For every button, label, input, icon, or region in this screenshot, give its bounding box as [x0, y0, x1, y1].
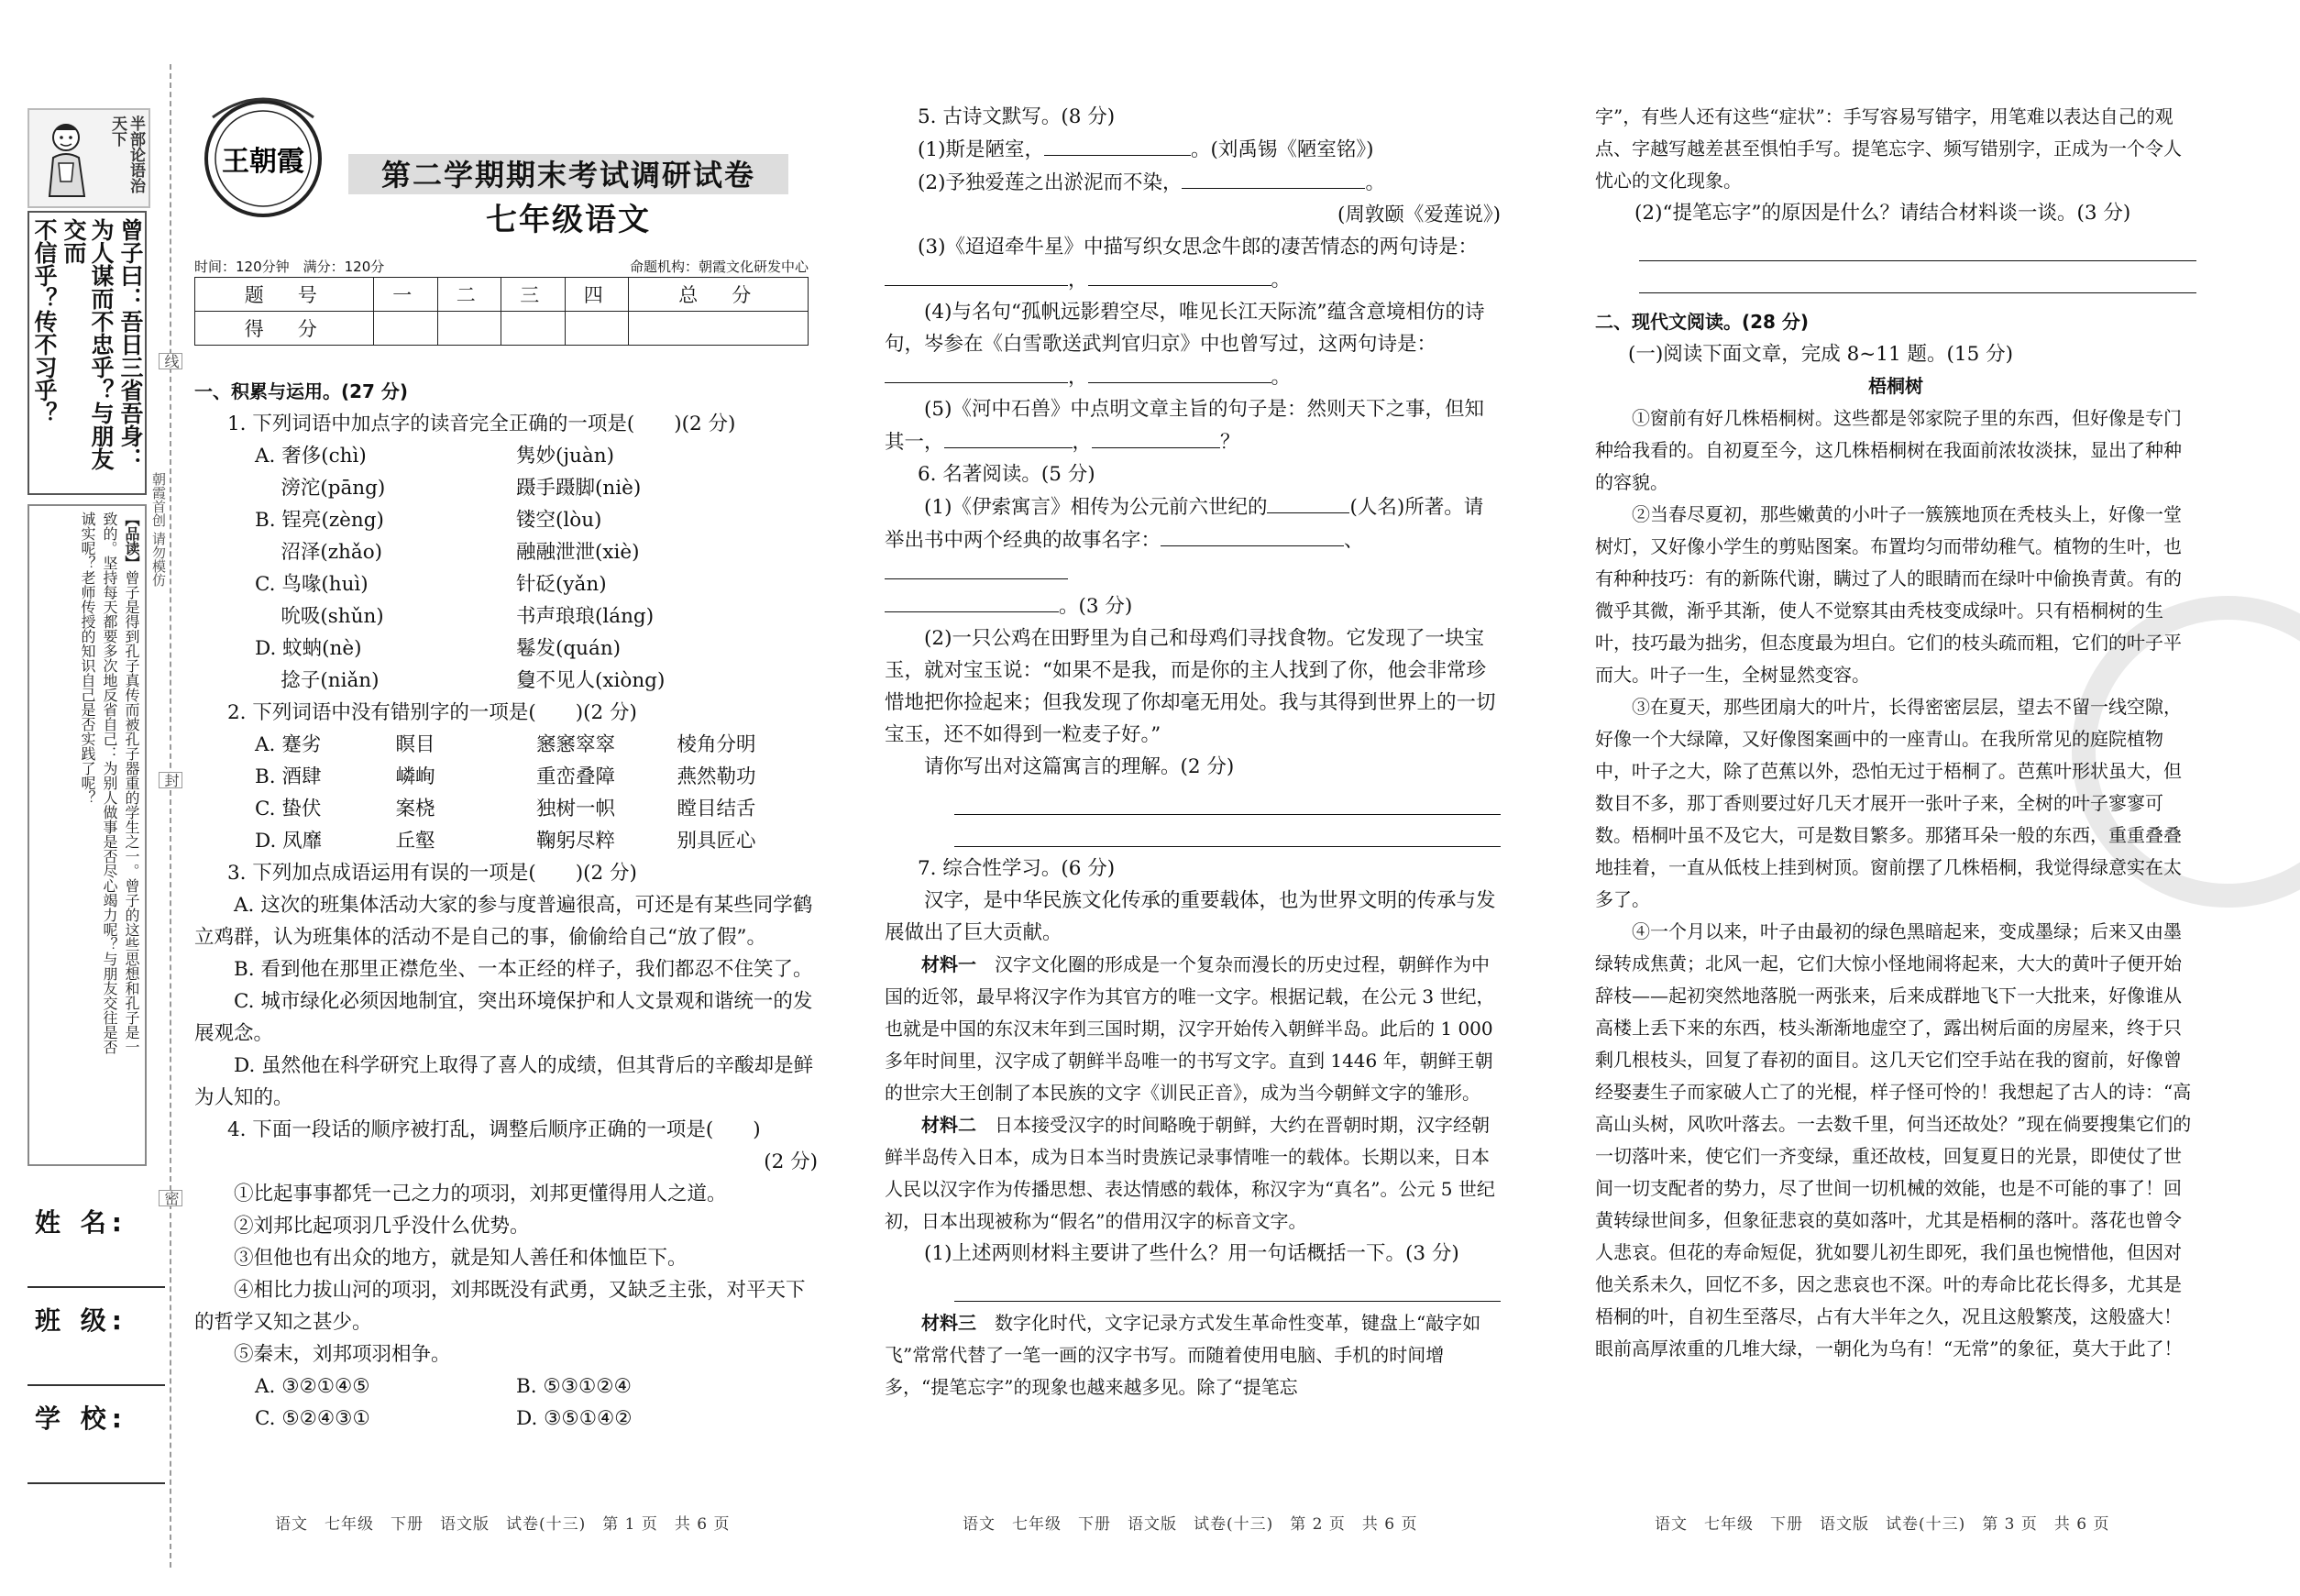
answer-blank[interactable] [1044, 133, 1191, 156]
q1-option: 镂空(lòu) [516, 509, 602, 532]
binding-note [149, 472, 169, 587]
binding-label-secret: 密 [159, 1190, 182, 1206]
name-label: 姓 名: [35, 1207, 127, 1238]
sidebar-head-title: 半部论语治天下 [108, 116, 145, 193]
q2-option: B. 酒肆 [255, 765, 322, 788]
score-cell: 得 分 [195, 312, 374, 346]
q4-option-row [194, 1370, 818, 1403]
q1-option: B. 锃亮(zèng) [255, 509, 384, 532]
q4-item: ③但他也有出众的地方，就是知人善任和体恤臣下。 [234, 1247, 688, 1270]
q2-option-row [194, 793, 818, 825]
score-table [194, 277, 809, 346]
score-input[interactable] [629, 312, 809, 346]
q1-option: 隽妙(juàn) [516, 445, 614, 468]
q2-option: 窸窸窣窣 [536, 733, 616, 756]
answer-blank[interactable] [1182, 166, 1365, 189]
q5-1-text: (1)斯是陋室， [918, 138, 1044, 161]
q2-option: 燕然勒功 [677, 765, 756, 788]
q2-option: 瞠目结舌 [677, 798, 756, 820]
q2-option: 棱角分明 [677, 733, 756, 756]
score-header-row [195, 278, 809, 312]
student-info [28, 1190, 165, 1484]
page-footer: 语文 七年级 下册 语文版 试卷(十三) 第 2 页 共 6 页 [963, 1515, 1418, 1534]
q1-option-row [194, 536, 818, 568]
material-2 [885, 1109, 1501, 1238]
q5-2-text: (2)予独爱莲之出淤泥而不染， [918, 171, 1183, 194]
q6-1: (1)《伊索寓言》相传为公元前六世纪的 (人名)所著。请举出书中两个经典的故事名字： 、 [885, 490, 1501, 589]
score-cell: 三 [501, 278, 566, 312]
publisher-logo [194, 90, 332, 227]
score-input[interactable] [437, 312, 501, 346]
q1-option: 捻子(niǎn) [255, 669, 380, 692]
exam-title: 第二学期期末考试调研试卷 [380, 158, 755, 193]
exam-subtitle: 七年级语文 [486, 202, 651, 238]
essay-paragraph: ②当春尽夏初，那些嫩黄的小叶子一簇簇地顶在秃枝头上，好像一堂树灯，又好像小学生的剪贴图案。布置均匀而带幼稚气。植物的生叶，也有种种技巧：有的新陈代谢，瞒过了人的眼睛而在绿叶中偷换青黄。有的微乎其微，渐乎其渐，使人不觉察其由秃枝变成绿叶。只有梧桐树的生叶，技巧最为拙劣，但态度最为坦白。它们的枝头疏而粗，它们的叶子平而大。叶子一生，全树显然变容。 [1595, 503, 2182, 686]
scholar-figure-icon [37, 117, 101, 200]
q1-option: 蹑手蹑脚(niè) [516, 477, 642, 500]
q1-option: 吮吸(shǔn) [255, 605, 384, 628]
material-1 [885, 949, 1501, 1109]
q6-1-text2: (人名)所著。请举出书中两个经典的故事名字： [885, 496, 1484, 552]
answer-line[interactable] [954, 1270, 1501, 1302]
answer-line[interactable] [954, 815, 1501, 847]
score-cell: 四 [565, 278, 629, 312]
subsection-heading: (一)阅读下面文章，完成 8~11 题。(15 分) [1628, 343, 2013, 366]
question-6: 6. 名著阅读。(5 分) [918, 463, 1095, 486]
pindu-line: 诚实呢？老师传授的知识自己是否实践了呢？ [79, 512, 96, 805]
sidebar [28, 108, 147, 1520]
q1-option-row [194, 568, 818, 600]
score-input[interactable] [374, 312, 438, 346]
q1-option: 融融泄泄(xiè) [516, 541, 640, 564]
answer-blank[interactable] [1267, 490, 1349, 513]
q1-option-row [194, 633, 818, 665]
pindu-label: 【品读】 [123, 512, 140, 570]
material-2-text: 日本接受汉字的时间略晚于朝鲜，大约在晋朝时期，汉字经朝鲜半岛传入日本，成为日本当时贵族记录事情唯一的载体。长期以来，日本人民以汉字作为传播思想、表达情感的载体，称汉字为“真名”。公元 5 世纪初，日本出现被称为“假名”的借用汉字的标音文字。 [885, 1114, 1495, 1232]
q1-option: 鬈发(quán) [516, 637, 622, 660]
binding-label-seal: 封 [159, 772, 182, 788]
answer-blank[interactable] [944, 425, 1073, 448]
q2-option-row [194, 729, 818, 761]
logo-text: 王朝霞 [222, 146, 304, 178]
q2-option: 别具匠心 [677, 830, 756, 853]
essay-paragraph: ③在夏天，那些团扇大的叶片，长得密密层层，望去不留一线空隙，好像一个大绿障，又好像图案画中的一座青山。在我所常见的庭院植物中，叶子之大，除了芭蕉以外，恐怕无过于梧桐了。芭蕉叶形状虽大，但数目不多，那丁香则要过好几天才展开一张叶子来，全树的叶子寥寥可数。梧桐叶虽不及它大，可是数目繁多。那猪耳朵一般的东西，重重叠叠地挂着，一直从低枝上挂到树顶。窗前摆了几株梧桐，我觉得绿意实在太多了。 [1595, 696, 2182, 910]
question-1: 1. 下列词语中加点字的读音完全正确的一项是( )(2 分) [227, 413, 736, 435]
q4-option-row [194, 1403, 818, 1435]
question-5: 5. 古诗文默写。(8 分) [918, 105, 1116, 128]
q2-option: 嶙峋 [395, 765, 435, 788]
answer-line[interactable] [954, 783, 1501, 815]
motto-line: 不信乎？传不习乎？ [31, 218, 58, 424]
binding-line [170, 64, 171, 1568]
q5-3-blanks: ， 。 [885, 263, 1501, 296]
score-cell: 题 号 [195, 278, 374, 312]
answer-blank[interactable] [1088, 360, 1271, 383]
question-2: 2. 下列词语中没有错别字的一项是( )(2 分) [227, 701, 637, 724]
binding-note-line: 请勿模仿 [150, 531, 167, 587]
answer-blank[interactable] [1092, 425, 1220, 448]
q5-5: (5)《河中石兽》中点明文章主旨的句子是：然则天下之事，但知其一， ， ？ [885, 398, 1484, 454]
school-field[interactable] [28, 1386, 165, 1484]
exam-meta [194, 257, 809, 276]
sidebar-header [28, 108, 150, 208]
score-cell: 二 [437, 278, 501, 312]
q5-5-text: (5)《河中石兽》中点明文章主旨的句子是：然则天下之事，但知其一， [885, 398, 1484, 454]
q1-option: C. 鸟喙(huì) [255, 573, 369, 596]
q1-option-row [194, 665, 818, 697]
q3-option-d: D. 虽然他在科学研究上取得了喜人的成绩，但其背后的辛酸却是鲜为人知的。 [194, 1054, 814, 1109]
q5-1 [885, 133, 1501, 166]
q2-option: 丘壑 [395, 830, 435, 853]
motto-line: 曾子曰：吾日三省吾身： [117, 218, 144, 470]
material-3 [885, 1307, 1501, 1403]
q1-option-row [194, 600, 818, 633]
question-4: 4. 下面一段话的顺序被打乱，调整后顺序正确的一项是( ) [227, 1118, 761, 1141]
q4-item: ①比起事事都凭一己之力的项羽，刘邦更懂得用人之道。 [234, 1183, 727, 1205]
name-field[interactable] [28, 1190, 165, 1288]
score-value-row [195, 312, 809, 346]
q2-option-row [194, 761, 818, 793]
pindu-text: 曾子是得到孔子真传而被孔子器重的学生之一。曾子的这些思想和孔子是一 [123, 570, 140, 1054]
column-1 [194, 376, 818, 1435]
q5-2-end: 。 [1365, 171, 1385, 194]
q3-option-b: B. 看到他在那里正襟危坐、一本正经的样子，我们都忍不住笑了。 [234, 958, 813, 981]
essay-paragraph: ①窗前有好几株梧桐树。这些都是邻家院子里的东西，但好像是专门种给我看的。自初夏至今，这几株梧桐树在我面前浓妆淡抹，显出了种种的容貌。 [1595, 407, 2182, 493]
material-1-label: 材料一 [921, 953, 976, 975]
motto-box [28, 211, 147, 495]
q1-option: 沼泽(zhǎo) [255, 541, 383, 564]
q3-option-c: C. 城市绿化必须因地制宜，突出环境保护和人文景观和谐统一的发展观念。 [194, 990, 813, 1045]
q1-option-row [194, 440, 818, 472]
q4-option: D. ③⑤①④② [516, 1407, 633, 1430]
q5-2 [885, 166, 1501, 199]
q2-option: D. 凤靡 [255, 830, 323, 853]
question-7: 7. 综合性学习。(6 分) [918, 857, 1116, 880]
answer-blank[interactable] [1161, 523, 1344, 546]
material-3-continued: 字”，有些人还有这些“症状”：手写容易写错字，用笔难以表达自己的观点、字越写越差甚至惧怕手写。提笔忘字、频写错别字，正成为一个令人忧心的文化现象。 [1595, 105, 2182, 192]
binding-note-line: 朝霞首创 [150, 472, 167, 527]
page-footer: 语文 七年级 下册 语文版 试卷(十三) 第 3 页 共 6 页 [1655, 1515, 2110, 1534]
q4-option: C. ⑤②④③① [255, 1407, 370, 1430]
class-field[interactable] [28, 1288, 165, 1386]
q2-option: A. 蹇劣 [255, 733, 322, 756]
q4-score: (2 分) [764, 1150, 818, 1173]
q6-1-text: (1)《伊索寓言》相传为公元前六世纪的 [924, 496, 1268, 519]
q4-item: ⑤秦末，刘邦项羽相争。 [234, 1343, 451, 1366]
q3-option-a: A. 这次的班集体活动大家的参与度普遍很高，可还是有某些同学鹤立鸡群，认为班集体的活动不是自己的事，偷偷给自己“放了假”。 [194, 894, 813, 949]
q2-option: 案桡 [395, 798, 435, 820]
q7-intro: 汉字，是中华民族文化传承的重要载体，也为世界文明的传承与发展做出了巨大贡献。 [885, 889, 1496, 944]
q1-option: 针砭(yǎn) [516, 573, 607, 596]
q1-option: 滂沱(pāng) [255, 477, 386, 500]
q1-option: D. 蚊蚋(nè) [255, 637, 362, 660]
section-heading: 二、现代文阅读。(28 分) [1595, 311, 1810, 333]
essay-title: 梧桐树 [1868, 375, 1923, 397]
q2-option: 鞠躬尽粹 [536, 830, 616, 853]
q5-2-source: (周敦颐《爱莲说》) [1337, 204, 1501, 226]
material-2-label: 材料二 [921, 1114, 976, 1136]
q6-2-question: 请你写出对这篇寓言的理解。(2 分) [924, 755, 1235, 778]
page-footer: 语文 七年级 下册 语文版 试卷(十三) 第 1 页 共 6 页 [275, 1515, 731, 1534]
q6-1-score: 。(3 分) [1059, 595, 1133, 618]
q2-option: 独树一帜 [536, 798, 616, 820]
q7-2: (2)“提笔忘字”的原因是什么？请结合材料谈一谈。(3 分) [1634, 202, 2131, 225]
material-1-text: 汉字文化圈的形成是一个复杂而漫长的历史过程，朝鲜作为中国的近邻，最早将汉字作为其官方的唯一文字。根据记载，在公元 3 世纪，也就是中国的东汉末年到三国时期，汉字开始传入朝鲜半岛。此后的 1 000 多年时间里，汉字成了朝鲜半岛唯一的书写文字。直到 1446 年，朝鲜王朝的世宗大王创制了本民族的文字《训民正音》，成为当今朝鲜文字的雏形。 [885, 953, 1495, 1104]
q1-option: 敻不见人(xiòng) [516, 669, 666, 692]
q5-4-blanks: ， 。 [885, 360, 1501, 393]
q2-option: 重峦叠障 [536, 765, 616, 788]
class-label: 班 级: [35, 1305, 127, 1336]
q2-option-row [194, 825, 818, 857]
column-2 [885, 101, 1501, 1403]
q2-option: 瞑目 [395, 733, 435, 756]
material-3-text: 数字化时代，文字记录方式发生革命性变革，键盘上“敲字如飞”常常代替了一笔一画的汉字书写。而随着使用电脑、手机的时间增多，“提笔忘字”的现象也越来越多见。除了“提笔忘 [885, 1312, 1481, 1398]
q1-option-row [194, 472, 818, 504]
column-3 [1595, 101, 2196, 1365]
pindu-box [28, 504, 147, 1166]
answer-blank[interactable] [885, 589, 1059, 612]
q1-option: A. 奢侈(chì) [255, 445, 367, 468]
q4-option: B. ⑤③①②④ [516, 1375, 632, 1398]
answer-line[interactable] [1639, 229, 2196, 261]
q6-2: (2)一只公鸡在田野里为自己和母鸡们寻找食物。它发现了一块宝玉，就对宝玉说：“如果不是我，而是你的主人找到了你，他会非常珍惜地把你捡起来；但我发现了你却毫无用处。我与其得到世界上的一切宝玉，还不如得到一粒麦子好。” [885, 627, 1496, 746]
pindu-line [121, 512, 141, 1159]
motto-line: 为人谋而不忠乎？与朋友交而 [61, 218, 115, 470]
answer-blank[interactable] [1088, 263, 1271, 286]
answer-line[interactable] [1639, 261, 2196, 293]
pindu-line: 致的。坚持每天都要多次地反省自己：为别人做事是否尽心竭力呢？与朋友交往是否 [101, 512, 118, 1054]
school-label: 学 校: [35, 1403, 127, 1434]
answer-blank[interactable] [885, 263, 1068, 286]
q2-option: C. 蛰伏 [255, 798, 322, 820]
answer-blank[interactable] [885, 360, 1068, 383]
score-input[interactable] [565, 312, 629, 346]
exam-org: 命题机构：朝霞文化研发中心 [629, 259, 809, 275]
exam-time: 时间：120分钟 满分：120分 [194, 259, 385, 275]
q5-1-source: 。(刘禹锡《陋室铭》) [1190, 138, 1374, 161]
q6-1-line2 [885, 589, 1501, 622]
q4-option: A. ③②①④⑤ [255, 1375, 370, 1398]
score-cell: 总 分 [629, 278, 809, 312]
q5-4: (4)与名句“孤帆远影碧空尽，唯见长江天际流”蕴含意境相仿的诗句，岑参在《白雪歌送武判官归京》中也曾写过，这两句诗是： [885, 301, 1485, 356]
q4-item: ②刘邦比起项羽几乎没什么优势。 [234, 1215, 530, 1238]
question-3: 3. 下列加点成语运用有误的一项是( )(2 分) [227, 862, 637, 885]
q7-1: (1)上述两则材料主要讲了些什么？用一句话概括一下。(3 分) [924, 1242, 1459, 1265]
q1-option: 书声琅琅(láng) [516, 605, 655, 628]
q4-item: ④相比力拔山河的项羽，刘邦既没有武勇，又缺乏主张，对平天下的哲学又知之甚少。 [194, 1279, 806, 1334]
answer-blank[interactable] [885, 556, 1068, 579]
section-heading: 一、积累与运用。(27 分) [194, 380, 409, 402]
material-3-label: 材料三 [921, 1312, 976, 1334]
binding-label-line: 线 [159, 353, 182, 369]
score-input[interactable] [501, 312, 566, 346]
q5-3: (3)《迢迢牵牛星》中描写织女思念牛郎的凄苦情态的两句诗是： [918, 236, 1478, 259]
score-cell: 一 [374, 278, 438, 312]
essay-paragraph: ④一个月以来，叶子由最初的绿色黑暗起来，变成墨绿；后来又由墨绿转成焦黄；北风一起，它们大惊小怪地闹将起来，大大的黄叶子便开始辞枝——起初突然地落脱一两张来，后来成群地飞下一大批来，好像谁从高楼上丢下来的东西，枝头渐渐地虚空了，露出树后面的房屋来，终于只剩几根枝头，回复了春初的面目。这几天它们空手站在我的窗前，好像曾经娶妻生子而家破人亡了的光棍，样子怪可怜的！我想起了古人的诗：“高高山头树，风吹叶落去。一去数千里，何当还故处？”现在倘要搜集它们的一切落叶来，使它们一齐变绿，重还故枝，回复夏日的光景，即使仗了世间一切支配者的势力，尽了世间一切机械的效能，也是不可能的事了！回黄转绿世间多，但象征悲哀的莫如落叶，尤其是梧桐的落叶。落花也曾令人悲哀。但花的寿命短促，犹如婴儿初生即死，我们虽也惋惜他，但因对他关系未久，回忆不多，因之悲哀也不深。叶的寿命比花长得多，尤其是梧桐的叶，自初生至落尽，占有大半年之久，况且这般繁茂，这般盛大！眼前高厚浓重的几堆大绿，一朝化为乌有！“无常”的象征，莫大于此了！ [1595, 920, 2192, 1359]
q1-option-row [194, 504, 818, 536]
